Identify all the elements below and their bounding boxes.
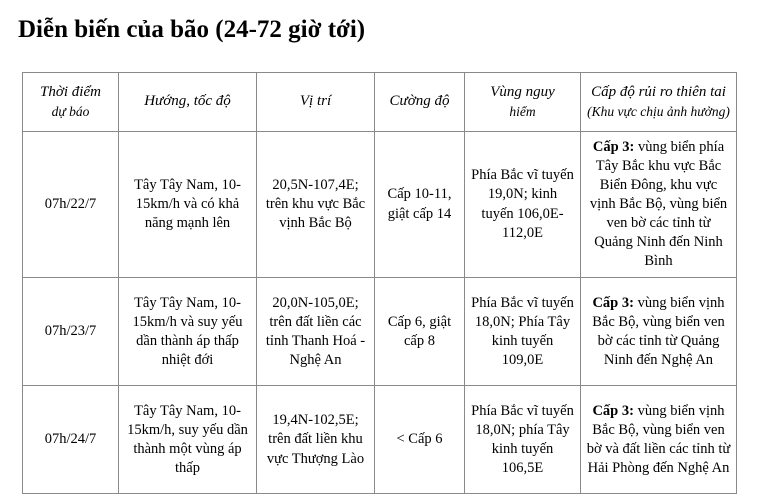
page-title: Diễn biến của bão (24-72 giờ tới) [18,16,366,43]
cell-position: 20,0N-105,0E; trên đất liền các tỉnh Thanh Hoá - Nghệ An [257,278,375,386]
cell-position: 20,5N-107,4E; trên khu vực Bắc vịnh Bắc Bộ [257,131,375,278]
table-header [23,73,737,132]
cell-time: 07h/22/7 [23,131,119,278]
cell-direction: Tây Tây Nam, 10-15km/h và có khả năng mạnh lên [119,131,257,278]
cell-time: 07h/24/7 [23,386,119,494]
risk-level-text: vùng biển phía Tây Bắc khu vực Bắc Biển Đông, khu vực vịnh Bắc Bộ, vùng biển ven bờ các tỉnh từ Quảng Ninh đến Ninh Bình [589,138,728,270]
cell-risk-level [581,278,737,386]
risk-level-label: Cấp 3: [592,402,634,419]
storm-forecast-table [22,72,737,494]
column-header-intensity [375,73,465,132]
column-header-risk-line2: (Khu vực chịu ảnh hưởng) [587,103,730,119]
table-row [23,278,737,386]
cell-intensity: < Cấp 6 [375,386,465,494]
column-header-intensity-line1: Cường độ [389,92,450,109]
column-header-time-line1: Thời điểm [40,84,101,100]
column-header-position [257,73,375,132]
table-body [23,131,737,494]
risk-level-text: vùng biển vịnh Bắc Bộ, vùng biển ven bờ và đất liền các tỉnh từ Hải Phòng đến Nghệ An [586,402,731,477]
column-header-time [23,73,119,132]
column-header-position-line1: Vị trí [299,92,332,109]
column-header-direction-line1: Hướng, tốc độ [144,92,231,109]
risk-level-text: vùng biển vịnh Bắc Bộ, vùng biển ven bờ các tỉnh từ Quảng Ninh đến Nghệ An [592,294,725,369]
risk-level-label: Cấp 3: [592,294,634,311]
column-header-time-line2: dự báo [51,103,90,119]
cell-risk-level [581,386,737,494]
cell-danger-zone: Phía Bắc vĩ tuyến 18,0N; Phía Tây kinh tuyến 109,0E [465,278,581,386]
cell-position: 19,4N-102,5E; trên đất liền khu vực Thượng Lào [257,386,375,494]
table-row [23,131,737,278]
cell-direction: Tây Tây Nam, 10-15km/h, suy yếu dần thành một vùng áp thấp [119,386,257,494]
cell-risk-level [581,131,737,278]
risk-level-label: Cấp 3: [592,138,635,155]
cell-direction: Tây Tây Nam, 10-15km/h và suy yếu dần thành áp thấp nhiệt đới [119,278,257,386]
cell-danger-zone: Phía Bắc vĩ tuyến 19,0N; kinh tuyến 106,0E-112,0E [465,131,581,278]
cell-intensity: Cấp 10-11, giật cấp 14 [375,131,465,278]
column-header-direction [119,73,257,132]
table-row [23,386,737,494]
storm-forecast-table-container [22,72,736,494]
column-header-danger-zone [465,73,581,132]
cell-danger-zone: Phía Bắc vĩ tuyến 18,0N; phía Tây kinh tuyến 106,5E [465,386,581,494]
column-header-risk-line1: Cấp độ rủi ro thiên tai [591,84,726,100]
cell-intensity: Cấp 6, giật cấp 8 [375,278,465,386]
column-header-danger-line2: hiểm [509,103,536,119]
cell-time: 07h/23/7 [23,278,119,386]
column-header-danger-line1: Vùng nguy [490,84,555,100]
column-header-risk-level [581,73,737,132]
header-row [23,73,737,132]
